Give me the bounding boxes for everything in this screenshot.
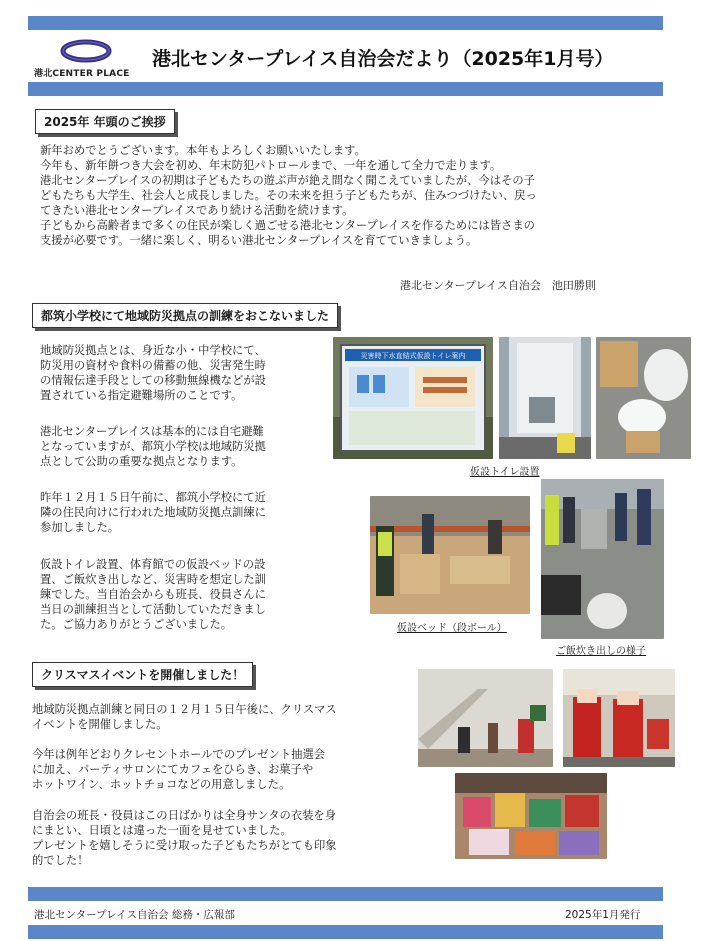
- header-bar: [28, 82, 663, 96]
- toilet-sign-title: 災害時下水直結式仮設トイレ案内: [360, 352, 466, 360]
- christmas-paragraph-3: 自治会の班長・役員はこの日ばかりは全身サンタの衣装を身 にまとい、日頃とは違った一面を見せていました。 プレゼントを嬉しそうに受け取った子どもたちがとても印象 的でした！: [32, 809, 337, 867]
- drill-paragraph-2: 港北センタープレイスは基本的には自宅避難 となっていますが、都筑小学校は地域防災拠 点として公助の重要な拠点となります。: [40, 425, 266, 468]
- footer-publisher: 港北センタープレイス自治会 総務・広報部: [34, 909, 235, 921]
- christmas-paragraph-1: 地域防災拠点訓練と同日の１２月１５日午後に、クリスマス イベントを開催しました。: [32, 703, 337, 731]
- presents-photo: [455, 773, 607, 859]
- greeting-heading: 2025年 年頭のご挨拶: [35, 109, 175, 134]
- caption-bed: 仮設ベッド（段ボール）: [397, 623, 507, 634]
- drill-paragraph-1: 地域防災拠点とは、身近な小・中学校にて、 防災用の資材や食料の備蓄の他、災害発生時 の情報伝達手段としての移動無線機などが設 置されている指定避難場所のことです。: [40, 344, 266, 402]
- caption-rice: ご飯炊き出しの様子: [556, 646, 646, 657]
- toilet-seat-photo: [596, 337, 691, 459]
- logo-text: 港北CENTER PLACE: [34, 69, 130, 79]
- toilet-sign-photo: [333, 337, 493, 459]
- footer-top-bar: [28, 887, 663, 901]
- christmas-heading: クリスマスイベントを開催しました！: [32, 662, 253, 687]
- footer-issue-date: 2025年1月発行: [565, 909, 641, 921]
- greeting-body: 新年おめでとうございます。本年もよろしくお願いいたします。 今年も、新年餅つき大会を初め、年末防犯パトロールまで、一年を通して全力で走ります。 港北センタープレイスの初期は子どもたちの遊ぶ声が絶え間なく聞こえていましたが、今はその子 どもたちも大学生、社会人と成長しました。その未来を担う子どもたちが、住みつづけたい、戻っ てきたい港北センタープレイスであり続ける活動を続けます。 子どもから高齢者まで多くの住民が楽しく過ごせる港北センタープレイスを作るためには皆さまの 支援が必要です。一緒に楽しく、明るい港北センタープレイスを育てていきましょう。: [40, 144, 537, 247]
- rice-cooking-photo: [541, 479, 664, 639]
- drill-paragraph-3: 昨年１２月１５日午前に、都筑小学校にて近 隣の住民向けに行われた地域防災拠点訓練に 参加しました。: [40, 491, 266, 534]
- top-bar: [28, 16, 663, 30]
- santa-photo: [563, 669, 675, 767]
- christmas-paragraph-2: 今年は例年どおりクレセントホールでのプレゼント抽選会 に加え、パーティサロンにてカフェをひらき、お菓子や ホットワイン、ホットチョコなどの用意しました。: [32, 748, 326, 791]
- caption-toilet: 仮設トイレ設置: [470, 467, 540, 478]
- drill-heading: 都筑小学校にて地域防災拠点の訓練をおこないました: [32, 303, 338, 328]
- page-title: 港北センタープレイス自治会だより（2025年1月号）: [152, 48, 614, 70]
- cardboard-bed-photo: [370, 496, 530, 614]
- footer-bottom-bar: [28, 925, 663, 939]
- christmas-stairs-photo: [418, 669, 553, 767]
- toilet-cubicle-photo: [499, 337, 591, 459]
- drill-paragraph-4: 仮設トイレ設置、体育館での仮設ベッドの設 置、ご飯炊き出しなど、災害時を想定した訓 練でした。当自治会からも班長、役員さんに 当日の訓練担当として活動していただきまし た。ご協力ありがとうございました。: [40, 558, 266, 631]
- greeting-signature: 港北センタープレイス自治会 池田勝則: [400, 279, 596, 292]
